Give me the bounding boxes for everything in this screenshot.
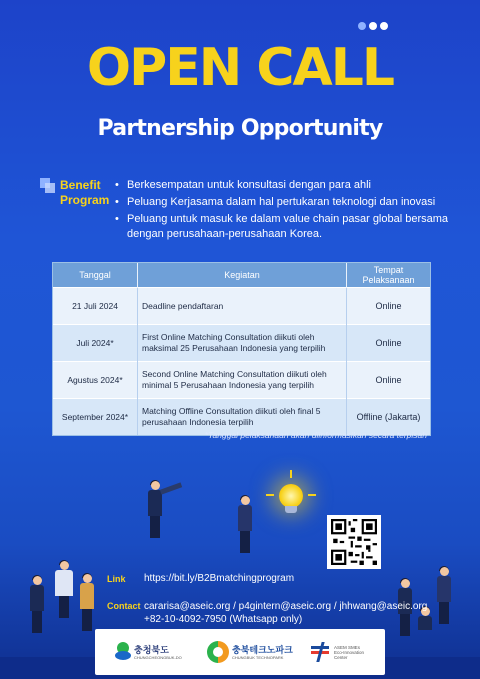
row-date: September 2024* [53, 399, 138, 436]
technopark-emblem-icon [207, 641, 229, 663]
chungbuk-emblem-icon [115, 642, 131, 662]
benefit-item: • Peluang Kerjasama dalam hal pertukaran teknologi dan inovasi [115, 195, 455, 210]
chungbuk-logo [115, 629, 182, 675]
contact-phone[interactable]: +82-10-4092-7950 (Whatsapp only) [144, 614, 303, 625]
row-place: Online [347, 288, 431, 325]
schedule-table [52, 262, 431, 436]
row-activity: Second Online Matching Consultation diikuti oleh minimal 5 Perusahaan Indonesia yang terpilih [138, 362, 347, 399]
table-header-row [53, 263, 430, 288]
row-place: Offline (Jakarta) [347, 399, 431, 436]
decorative-dots [358, 22, 388, 30]
benefit-list [115, 178, 455, 244]
benefit-program-label: Benefit Program [60, 178, 110, 207]
chungbuk-logo-subtext: CHUNGCHEONGBUK-DO [134, 654, 182, 660]
chungbuk-logo-text: 충청북도 [134, 644, 169, 655]
table-row [53, 288, 430, 325]
person-with-newspaper-illustration [55, 560, 73, 618]
column-header-activity: Kegiatan [138, 263, 347, 288]
partner-logo-bar [95, 629, 385, 675]
benefit-item: • Peluang untuk masuk ke dalam value chain pasar global bersama dengan perusahaan-perusahaan Korea. [115, 212, 455, 242]
person-reading-illustration [30, 575, 44, 633]
row-activity: Deadline pendaftaran [138, 288, 347, 325]
person-standing-illustration [80, 573, 94, 631]
column-header-date: Tanggal [53, 263, 138, 288]
table-row [53, 325, 430, 362]
person-illustration [238, 495, 252, 553]
technopark-logo-text: 충북테크노파크 [232, 644, 293, 655]
contact-emails[interactable]: cararisa@aseic.org / p4gintern@aseic.org / jhhwang@aseic.org [144, 601, 428, 612]
row-date: Agustus 2024* [53, 362, 138, 399]
row-activity: First Online Matching Consultation diikuti oleh maksimal 25 Perusahaan Indonesia yang terpilih [138, 325, 347, 362]
person-cheering-illustration [437, 566, 451, 624]
row-activity: Matching Offline Consultation diikuti oleh final 5 perusahaan Indonesia terpilih [138, 399, 347, 436]
page-title: OPEN CALL [86, 38, 394, 98]
benefit-item: • Berkesempatan untuk konsultasi dengan para ahli [115, 178, 455, 193]
row-date: Juli 2024* [53, 325, 138, 362]
aseic-logo-text: ASEM SMEs Eco-Innovation Center [334, 644, 365, 660]
column-header-place: Tempat Pelaksanaan [347, 263, 431, 288]
squares-icon [40, 178, 56, 194]
schedule-footnote: *Tanggal pelaksanaan akan diinformasikan secara terpisah [204, 430, 427, 440]
table-row [53, 362, 430, 399]
registration-link[interactable]: https://bit.ly/B2Bmatchingprogram [144, 573, 295, 584]
qr-code-icon [331, 519, 377, 565]
qr-code[interactable] [327, 515, 381, 569]
telescope-icon [160, 482, 182, 494]
technopark-logo [207, 629, 293, 675]
row-place: Online [347, 325, 431, 362]
technopark-logo-subtext: CHUNGBUK TECHNOPARK [232, 654, 284, 660]
page-subtitle: Partnership Opportunity [97, 116, 383, 141]
aseic-logo [311, 629, 368, 675]
aseic-emblem-icon [311, 642, 331, 662]
contact-info [144, 600, 427, 626]
lightbulb-icon [279, 484, 303, 508]
row-place: Online [347, 362, 431, 399]
row-date: 21 Juli 2024 [53, 288, 138, 325]
link-label: Link [107, 574, 126, 584]
contact-label: Contact [107, 601, 141, 611]
